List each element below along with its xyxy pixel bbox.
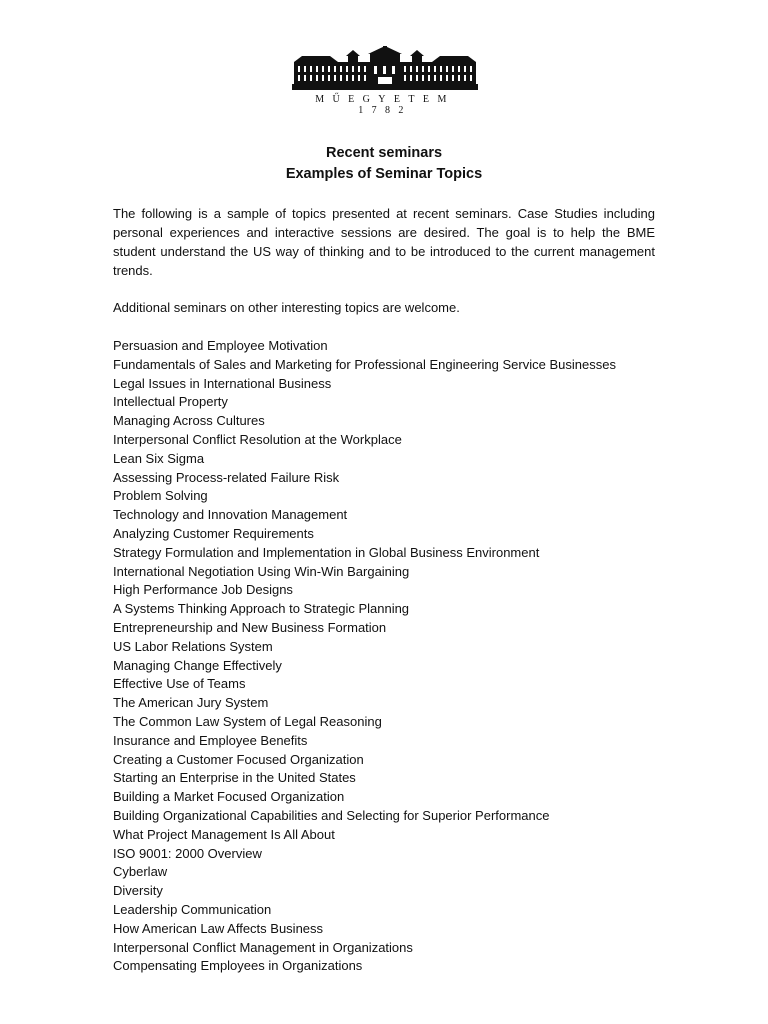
list-item: Managing Change Effectively: [113, 657, 282, 673]
logo-caption: MŰEGYETEM 1782: [315, 94, 455, 116]
title-block: [0, 143, 768, 185]
list-item: Problem Solving: [113, 488, 208, 504]
list-item: Cyberlaw: [113, 864, 168, 880]
list-item: Managing Across Cultures: [113, 413, 265, 429]
list-item: ISO 9001: 2000 Overview: [113, 845, 262, 861]
intro-paragraph: The following is a sample of topics presented at recent seminars. Case Studies including personal experiences and interactive sessions are desired. The goal is to help the BME student understand the US way of thinking and to be introduced to the current management trends.: [113, 206, 655, 278]
list-item: Starting an Enterprise in the United States: [113, 770, 356, 786]
list-item: International Negotiation Using Win-Win Bargaining: [113, 563, 410, 579]
list-item: The American Jury System: [113, 695, 269, 711]
list-item: Leadership Communication: [113, 901, 272, 917]
list-item: How American Law Affects Business: [113, 920, 324, 936]
list-item: Persuasion and Employee Motivation: [113, 338, 328, 353]
list-item: A Systems Thinking Approach to Strategic Planning: [113, 601, 410, 617]
list-item: What Project Management Is All About: [113, 826, 335, 842]
list-item: Effective Use of Teams: [113, 676, 246, 692]
list-item: Interpersonal Conflict Resolution at the Workplace: [113, 431, 402, 447]
list-item: Building a Market Focused Organization: [113, 789, 345, 805]
list-item: Interpersonal Conflict Management in Organizations: [113, 939, 413, 955]
list-item: The Common Law System of Legal Reasoning: [113, 713, 382, 729]
list-item: Creating a Customer Focused Organization: [113, 751, 364, 767]
topic-list: [113, 337, 616, 976]
page-title: Recent seminars: [325, 145, 443, 161]
list-item: Building Organizational Capabilities and Selecting for Superior Performance: [113, 807, 550, 823]
list-item: Lean Six Sigma: [113, 450, 205, 466]
list-item: Insurance and Employee Benefits: [113, 732, 308, 748]
list-item: Strategy Formulation and Implementation in Global Business Environment: [113, 544, 540, 560]
additional-paragraph: Additional seminars on other interesting topics are welcome.: [113, 300, 460, 315]
list-item: US Labor Relations System: [113, 638, 273, 654]
list-item: Fundamentals of Sales and Marketing for Professional Engineering Service Businesses: [113, 356, 616, 372]
list-item: High Performance Job Designs: [113, 582, 293, 598]
list-item: Entrepreneurship and New Business Formation: [113, 619, 387, 635]
list-item: Legal Issues in International Business: [113, 375, 332, 391]
list-item: Intellectual Property: [113, 394, 228, 410]
list-item: Analyzing Customer Requirements: [113, 525, 314, 541]
list-item: Technology and Innovation Management: [113, 507, 348, 523]
list-item: Diversity: [113, 883, 163, 899]
list-item: Assessing Process-related Failure Risk: [113, 469, 340, 485]
page-subtitle: Examples of Seminar Topics: [285, 166, 483, 182]
list-item: Compensating Employees in Organizations: [113, 958, 363, 974]
